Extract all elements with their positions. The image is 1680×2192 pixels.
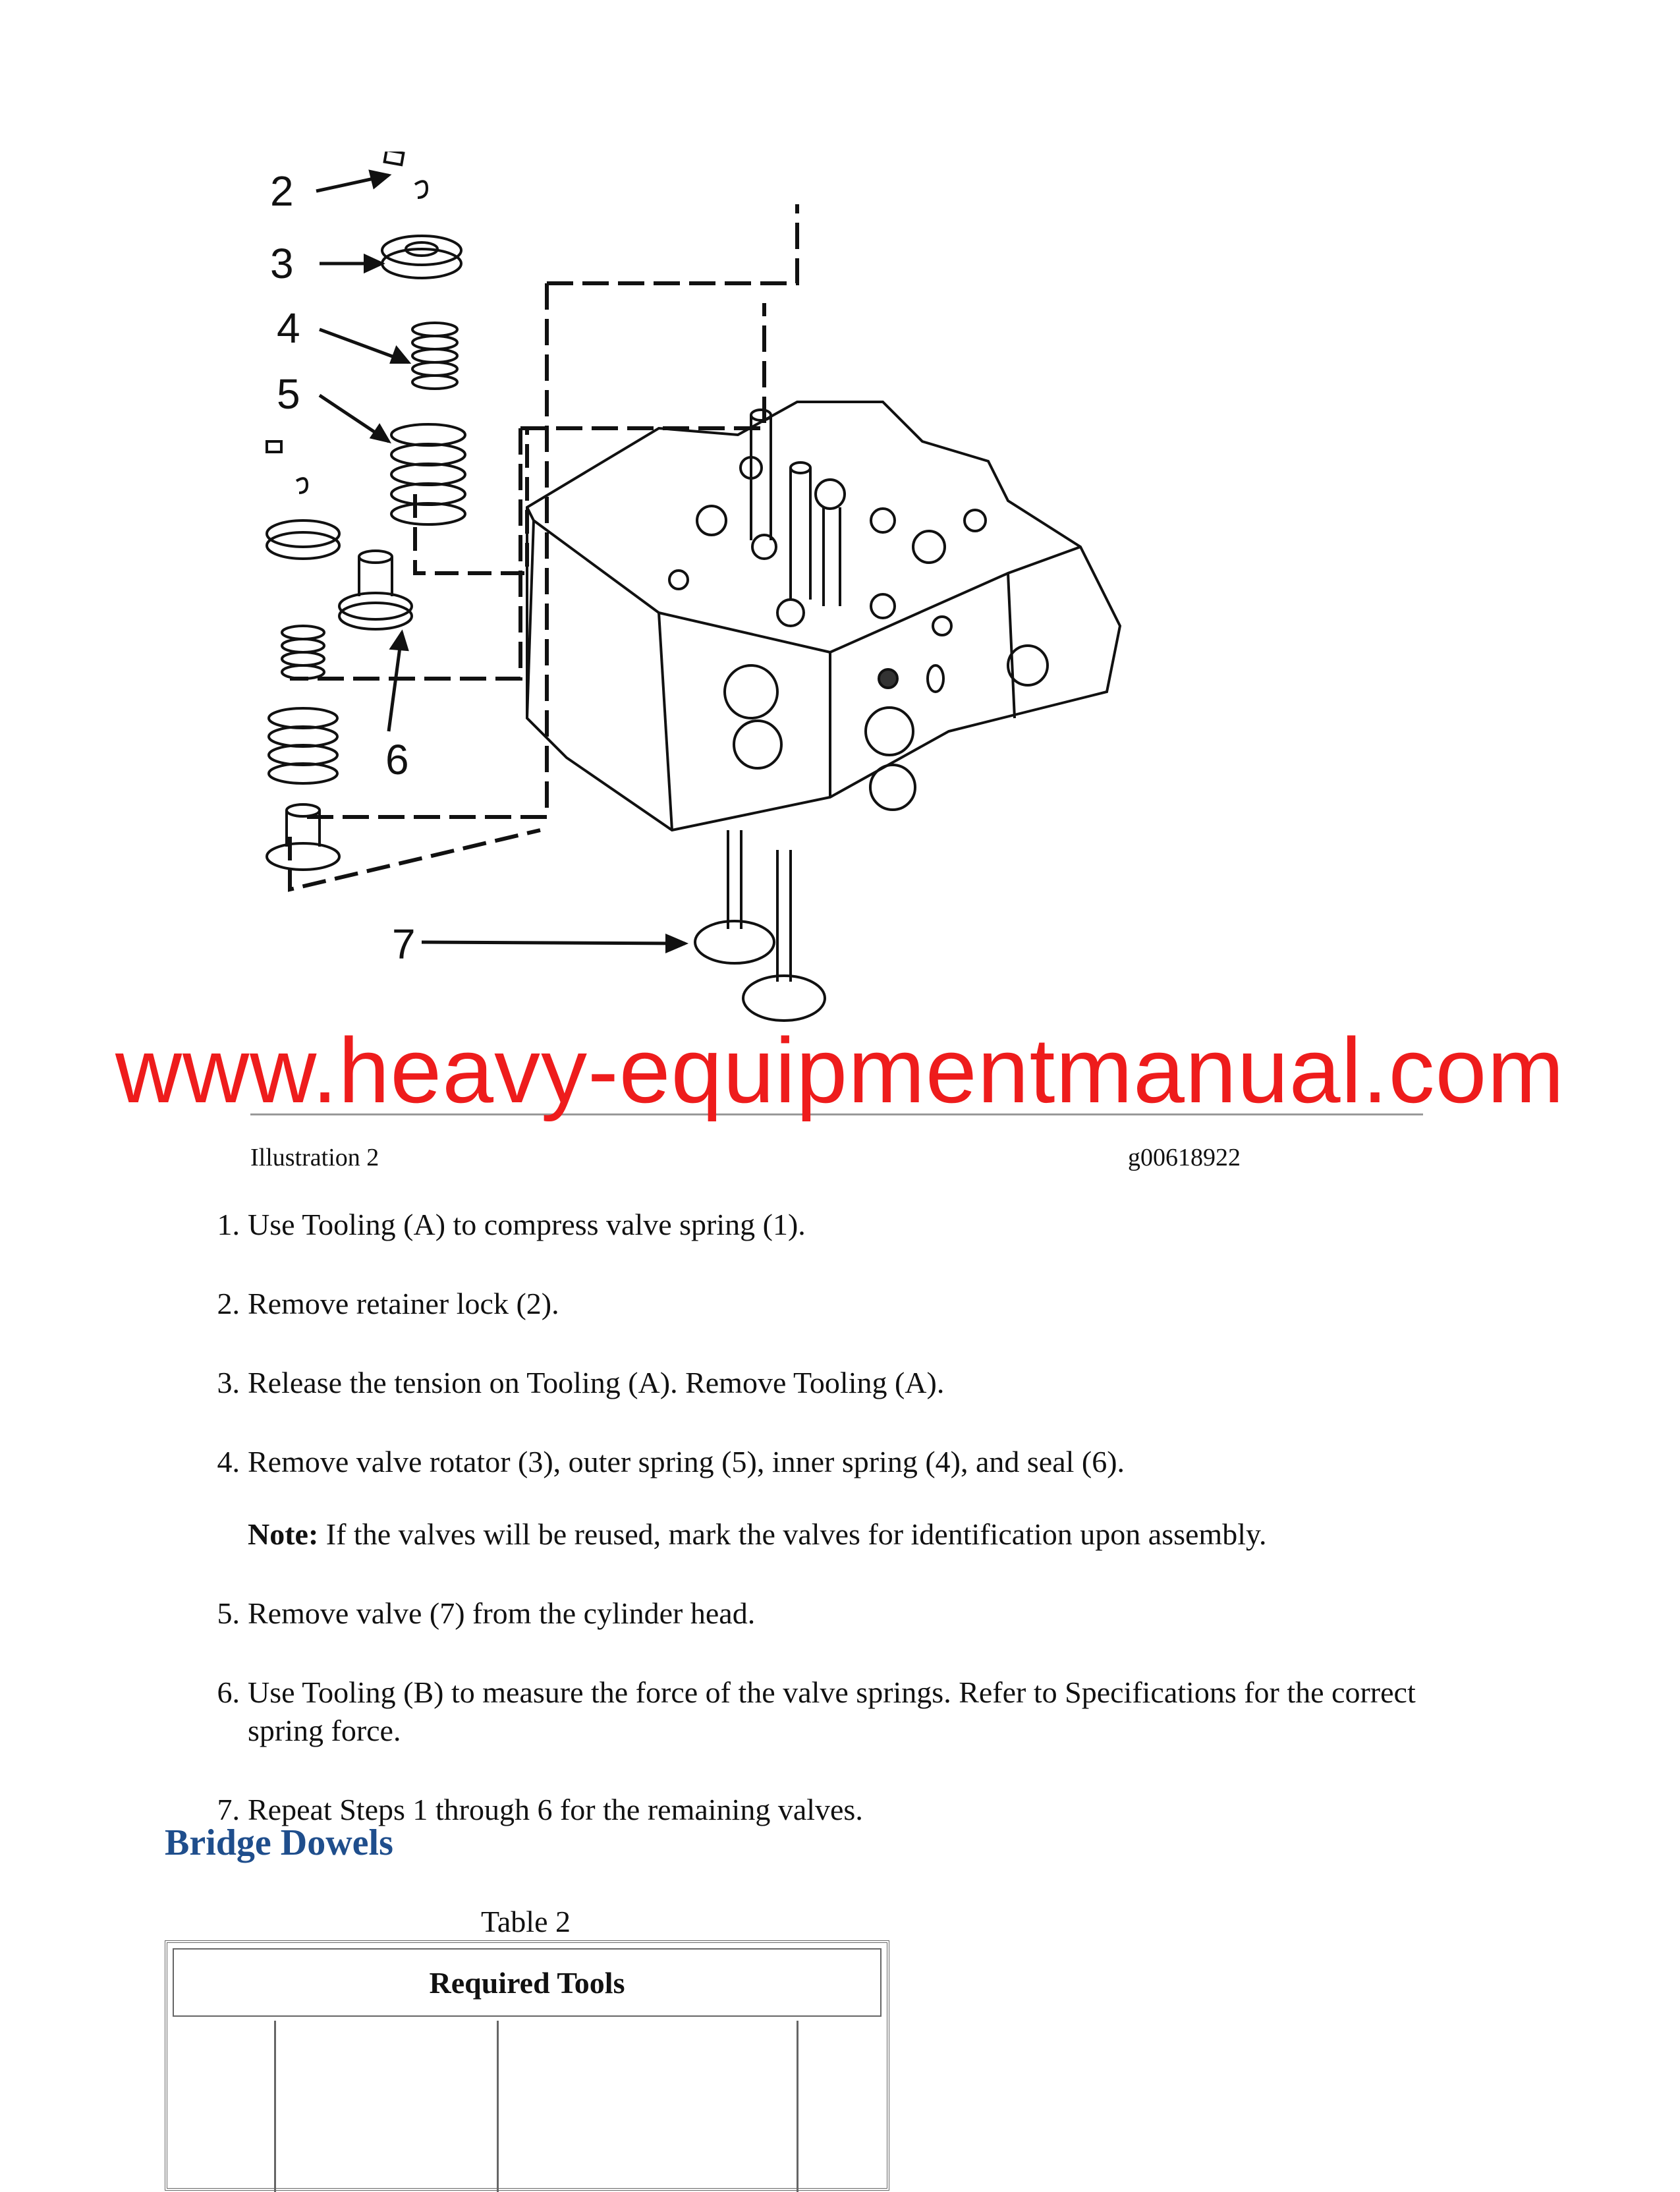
- column-divider: [797, 2021, 798, 2192]
- table-caption: Table 2: [481, 1905, 571, 1938]
- step-note: [248, 1515, 1482, 1554]
- callout-7: 7: [392, 920, 416, 968]
- valve-assembly-illustration: [250, 152, 1278, 1054]
- step-number: 7.: [217, 1793, 240, 1826]
- procedure-steps: [198, 1206, 1482, 1870]
- step-text: Use Tooling (A) to compress valve spring (1).: [248, 1208, 806, 1241]
- callout-3: 3: [270, 240, 294, 287]
- step-text: Remove retainer lock (2).: [248, 1287, 559, 1320]
- column-divider: [497, 2021, 499, 2192]
- required-tools-table: [165, 1940, 889, 2191]
- step-number: 6.: [217, 1675, 240, 1709]
- callout-2: 2: [270, 167, 294, 215]
- step-number: 4.: [217, 1445, 240, 1478]
- step-text: Release the tension on Tooling (A). Remove Tooling (A).: [248, 1366, 945, 1399]
- table-header: Required Tools: [173, 1948, 882, 2017]
- callout-6: 6: [385, 736, 409, 783]
- watermark: www.heavy-equipmentmanual.com: [115, 1019, 1565, 1122]
- step-number: 2.: [217, 1287, 240, 1320]
- step-number: 5.: [217, 1596, 240, 1630]
- callout-4: 4: [277, 304, 300, 352]
- graphic-id: g00618922: [1128, 1144, 1241, 1171]
- step-text: Use Tooling (B) to measure the force of the valve springs. Refer to Specifications for the correct spring force.: [248, 1675, 1416, 1747]
- note-text: If the valves will be reused, mark the valves for identification upon assembly.: [318, 1517, 1267, 1551]
- step-item: [198, 1285, 1482, 1323]
- step-text: Repeat Steps 1 through 6 for the remaining valves.: [248, 1793, 863, 1826]
- step-text: Remove valve (7) from the cylinder head.: [248, 1596, 756, 1630]
- step-text: Remove valve rotator (3), outer spring (5), inner spring (4), and seal (6).: [248, 1445, 1125, 1478]
- step-item: [198, 1594, 1482, 1633]
- step-item: [198, 1206, 1482, 1244]
- column-divider: [274, 2021, 276, 2192]
- note-label: Note:: [248, 1517, 319, 1551]
- illustration-caption: Illustration 2: [250, 1144, 379, 1171]
- step-item: [198, 1443, 1482, 1554]
- step-item: [198, 1673, 1482, 1750]
- step-number: 1.: [217, 1208, 240, 1241]
- step-number: 3.: [217, 1366, 240, 1399]
- step-item: [198, 1364, 1482, 1402]
- callout-5: 5: [277, 370, 300, 418]
- section-heading: Bridge Dowels: [165, 1822, 393, 1863]
